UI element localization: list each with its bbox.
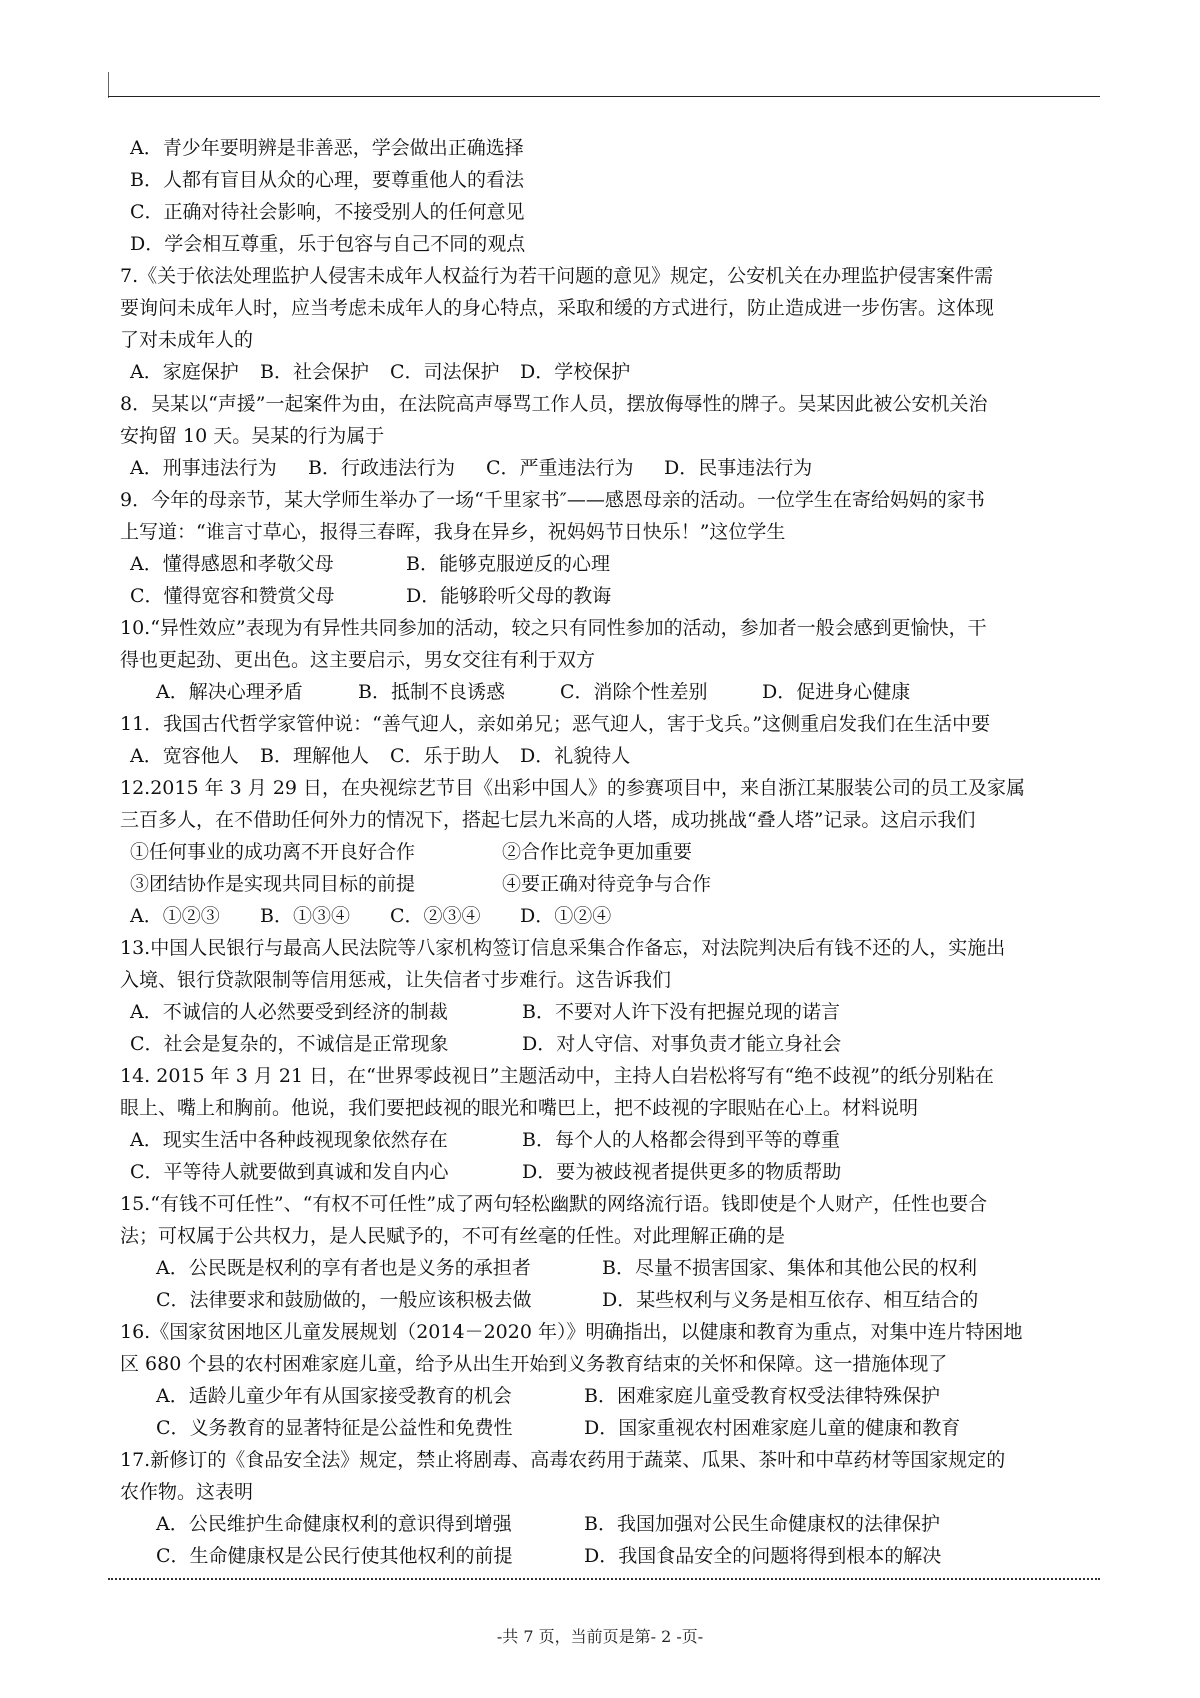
answer-option: C．乐于助人 [390, 745, 500, 767]
question-text-line: 9．今年的母亲节，某大学师生举办了一场“千里家书″——感恩母亲的活动。一位学生在寄给妈妈的家书 [120, 489, 985, 511]
answer-option: B．尽量不损害国家、集体和其他公民的权利 [602, 1257, 977, 1279]
header-rule [108, 96, 1100, 97]
option-row [120, 1380, 1100, 1412]
option-line: B．人都有盲目从众的心理，要尊重他人的看法 [130, 169, 524, 191]
footer-dotted-rule [108, 1578, 1100, 1580]
option-line: A．青少年要明辨是非善恶，学会做出正确选择 [130, 137, 524, 159]
answer-option: C．义务教育的显著特征是公益性和免费性 [156, 1417, 513, 1439]
answer-option: A．公民维护生命健康权利的意识得到增强 [156, 1513, 512, 1535]
option-row [120, 1508, 1100, 1540]
option-row [120, 868, 1100, 900]
answer-option: C．懂得宽容和赞赏父母 [130, 585, 335, 607]
answer-option: A．刑事违法行为 [130, 457, 277, 479]
answer-option: A．宽容他人 [130, 745, 239, 767]
question-text-line: 13.中国人民银行与最高人民法院等八家机构签订信息采集合作备忘，对法院判决后有钱不还的人，实施出 [120, 937, 1006, 959]
answer-option: D．能够聆听父母的教诲 [406, 585, 612, 607]
answer-option: B．每个人的人格都会得到平等的尊重 [522, 1129, 840, 1151]
option-row [120, 1156, 1100, 1188]
answer-option: B．①③④ [260, 905, 350, 927]
answer-option: A．①②③ [130, 905, 220, 927]
option-row [120, 1412, 1100, 1444]
answer-option: C．法律要求和鼓励做的，一般应该积极去做 [156, 1289, 532, 1311]
answer-option: B．困难家庭儿童受教育权受法律特殊保护 [584, 1385, 940, 1407]
answer-option: C．司法保护 [390, 361, 500, 383]
answer-option: B．行政违法行为 [308, 457, 455, 479]
answer-option: A．公民既是权利的享有者也是义务的承担者 [156, 1257, 531, 1279]
answer-option: ②合作比竞争更加重要 [502, 841, 693, 863]
question-text-line: 11．我国古代哲学家管仲说：“善气迎人，亲如弟兄；恶气迎人，害于戈兵。”这侧重启发我们在生活中要 [120, 713, 991, 735]
answer-option: ①任何事业的成功离不开良好合作 [130, 841, 416, 863]
option-row [120, 836, 1100, 868]
answer-option: D．礼貌待人 [520, 745, 631, 767]
option-row [120, 580, 1100, 612]
question-text-line: 8．吴某以“声援”一起案件为由，在法院高声辱骂工作人员，摆放侮辱性的牌子。吴某因此被公安机关治 [120, 393, 988, 415]
question-text-line: 眼上、嘴上和胸前。他说，我们要把歧视的眼光和嘴巴上，把不歧视的字眼贴在心上。材料说明 [120, 1097, 919, 1119]
question-text-line: 要询问未成年人时，应当考虑未成年人的身心特点，采取和缓的方式进行，防止造成进一步伤害。这体现 [120, 297, 995, 319]
question-text-line: 法；可权属于公共权力，是人民赋予的，不可有丝毫的任性。对此理解正确的是 [120, 1225, 786, 1247]
option-row [120, 900, 1100, 932]
answer-option: C．社会是复杂的，不诚信是正常现象 [130, 1033, 449, 1055]
answer-option: ③团结协作是实现共同目标的前提 [130, 873, 416, 895]
option-row [120, 676, 1100, 708]
question-text-line: 了对未成年人的 [120, 329, 254, 351]
option-row [120, 356, 1100, 388]
answer-option: ④要正确对待竞争与合作 [502, 873, 712, 895]
answer-option: B．不要对人许下没有把握兑现的诺言 [522, 1001, 840, 1023]
question-text-line: 安拘留 10 天。吴某的行为属于 [120, 425, 385, 447]
answer-option: C．消除个性差别 [560, 681, 708, 703]
question-text-line: 入境、银行贷款限制等信用惩戒，让失信者寸步难行。这告诉我们 [120, 969, 672, 991]
page-footer: -共 7 页，当前页是第- 2 -页- [496, 1627, 704, 1646]
question-text-line: 三百多人，在不借助任何外力的情况下，搭起七层九米高的人塔，成功挑战“叠人塔”记录。这启示我们 [120, 809, 976, 831]
answer-option: B．理解他人 [260, 745, 369, 767]
answer-option: D．促进身心健康 [762, 681, 911, 703]
answer-option: C．生命健康权是公民行使其他权利的前提 [156, 1545, 513, 1567]
answer-option: B．我国加强对公民生命健康权的法律保护 [584, 1513, 940, 1535]
question-text-line: 10.“异性效应”表现为有异性共同参加的活动，较之只有同性参加的活动，参加者一般会感到更愉快，干 [120, 617, 987, 639]
answer-option: D．对人守信、对事负责才能立身社会 [522, 1033, 842, 1055]
answer-option: C．②③④ [390, 905, 481, 927]
answer-option: A．不诚信的人必然要受到经济的制裁 [130, 1001, 448, 1023]
option-row [120, 1540, 1100, 1572]
answer-option: D．要为被歧视者提供更多的物质帮助 [522, 1161, 842, 1183]
question-text-line: 14. 2015 年 3 月 21 日，在“世界零歧视日”主题活动中，主持人白岩松将写有“绝不歧视”的纸分别粘在 [120, 1065, 994, 1087]
option-row [120, 548, 1100, 580]
option-row [120, 1028, 1100, 1060]
option-line: C．正确对待社会影响，不接受别人的任何意见 [130, 201, 525, 223]
question-text-line: 上写道：“谁言寸草心，报得三春晖，我身在异乡，祝妈妈节日快乐！”这位学生 [120, 521, 786, 543]
option-row [120, 740, 1100, 772]
answer-option: A．适龄儿童少年有从国家接受教育的机会 [156, 1385, 512, 1407]
question-content [120, 132, 1100, 1572]
corner-mark [108, 72, 109, 98]
option-row [120, 1124, 1100, 1156]
question-text-line: 7.《关于依法处理监护人侵害未成年人权益行为若干问题的意见》规定，公安机关在办理监护侵害案件需 [120, 265, 994, 287]
answer-option: B．能够克服逆反的心理 [406, 553, 610, 575]
answer-option: D．某些权利与义务是相互依存、相互结合的 [602, 1289, 979, 1311]
option-row [120, 1284, 1100, 1316]
answer-option: C．严重违法行为 [486, 457, 634, 479]
answer-option: A．解决心理矛盾 [156, 681, 303, 703]
option-row [120, 452, 1100, 484]
answer-option: D．我国食品安全的问题将得到根本的解决 [584, 1545, 942, 1567]
question-text-line: 15.“有钱不可任性”、“有权不可任性”成了两句轻松幽默的网络流行语。钱即使是个人财产，任性也要合 [120, 1193, 988, 1215]
answer-option: D．学校保护 [520, 361, 631, 383]
question-text-line: 16.《国家贫困地区儿童发展规划（2014－2020 年）》明确指出，以健康和教育为重点，对集中连片特困地 [120, 1321, 1023, 1343]
question-text-line: 区 680 个县的农村困难家庭儿童，给予从出生开始到义务教育结束的关怀和保障。这一措施体现了 [120, 1353, 948, 1375]
answer-option: A．现实生活中各种歧视现象依然存在 [130, 1129, 448, 1151]
option-line: D．学会相互尊重，乐于包容与自己不同的观点 [130, 233, 526, 255]
question-text-line: 农作物。这表明 [120, 1481, 254, 1503]
option-row [120, 1252, 1100, 1284]
answer-option: A．家庭保护 [130, 361, 239, 383]
question-text-line: 12.2015 年 3 月 29 日，在央视综艺节目《出彩中国人》的参赛项目中，来自浙江某服装公司的员工及家属 [120, 777, 1026, 799]
answer-option: B．抵制不良诱惑 [358, 681, 505, 703]
answer-option: C．平等待人就要做到真诚和发自内心 [130, 1161, 449, 1183]
answer-option: D．民事违法行为 [664, 457, 813, 479]
answer-option: A．懂得感恩和孝敬父母 [130, 553, 334, 575]
answer-option: D．①②④ [520, 905, 612, 927]
answer-option: D．国家重视农村困难家庭儿童的健康和教育 [584, 1417, 961, 1439]
question-text-line: 17.新修订的《食品安全法》规定，禁止将剧毒、高毒农药用于蔬菜、瓜果、茶叶和中草药材等国家规定的 [120, 1449, 1006, 1471]
question-text-line: 得也更起劲、更出色。这主要启示，男女交往有利于双方 [120, 649, 596, 671]
option-row [120, 996, 1100, 1028]
answer-option: B．社会保护 [260, 361, 369, 383]
